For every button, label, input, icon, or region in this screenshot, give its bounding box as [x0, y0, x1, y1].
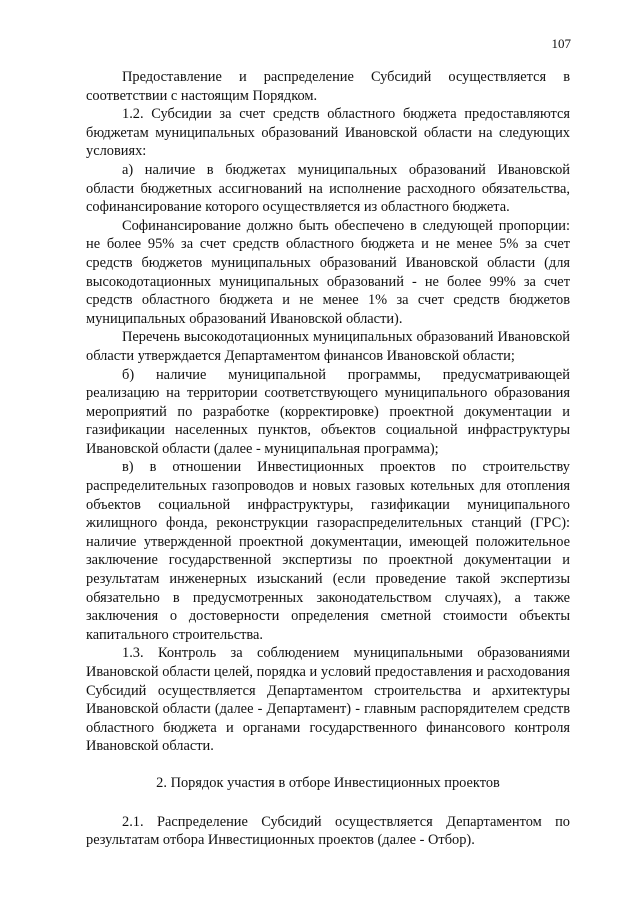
paragraph-list: Перечень высокодотационных муниципальных образований Ивановской области утверждается Департаментом финансов Ивановской области;	[86, 329, 570, 364]
document-body	[86, 68, 570, 850]
section-heading: 2. Порядок участия в отборе Инвестиционных проектов	[156, 774, 500, 791]
paragraph-2-1: 2.1. Распределение Субсидий осуществляется Департаментом по результатам отбора Инвестиционных проектов (далее - Отбор).	[86, 813, 570, 849]
paragraph-1-3: 1.3. Контроль за соблюдением муниципальными образованиями Ивановской области целей, порядка и условий предоставления и расходования Субсидий осуществляется Департаментом строительства и архитектуры Ивановской области (далее - Департамент) - главным распорядителем средств областного бюджета и органами государственного финансового контроля Ивановской области.	[86, 645, 570, 755]
paragraph-condition-b: б) наличие муниципальной программы, предусматривающей реализацию на территории соответствующего муниципального образования мероприятий по разработке (корректировке) проектной документации и газификации населенных пунктов, объектов социальной инфраструктуры Ивановской области (далее - муниципальная программа);	[86, 366, 570, 457]
paragraph-cofinancing: Софинансирование должно быть обеспечено в следующей пропорции: не более 95% за счет средств областного бюджета и не менее 5% за счет средств бюджетов муниципальных образований Ивановской области (для высокодотационных муниципальных образований - не более 99% за счет средств областного бюджета и не менее 1% за счет средств бюджетов муниципальных образований Ивановской области).	[86, 217, 570, 327]
paragraph-intro: Предоставление и распределение Субсидий осуществляется в соответствии с настоящим Порядком.	[86, 69, 570, 104]
page-number: 107	[551, 36, 571, 51]
paragraph-1-2: 1.2. Субсидии за счет средств областного бюджета предоставляются бюджетам муниципальных образований Ивановской области на следующих условиях:	[86, 106, 570, 160]
paragraph-condition-v: в) в отношении Инвестиционных проектов по строительству распределительных газопроводов и новых газовых котельных для отопления объектов социальной инфраструктуры, газификации муниципального жилищного фонда, реконструкции газораспределительных станций (ГРС): наличие утвержденной проектной документации, имеющей положительное заключение государственной экспертизы по проектной документации и результатам инженерных изысканий (если проведение такой экспертизы обязательно в предусмотренных законодательством случаях), а также заключения о достоверности определения сметной стоимости объекты капитального строительства.	[86, 459, 570, 643]
paragraph-condition-a: а) наличие в бюджетах муниципальных образований Ивановской области бюджетных ассигнований на исполнение расходного обязательства, софинансирование которого осуществляется из областного бюджета.	[86, 161, 570, 216]
